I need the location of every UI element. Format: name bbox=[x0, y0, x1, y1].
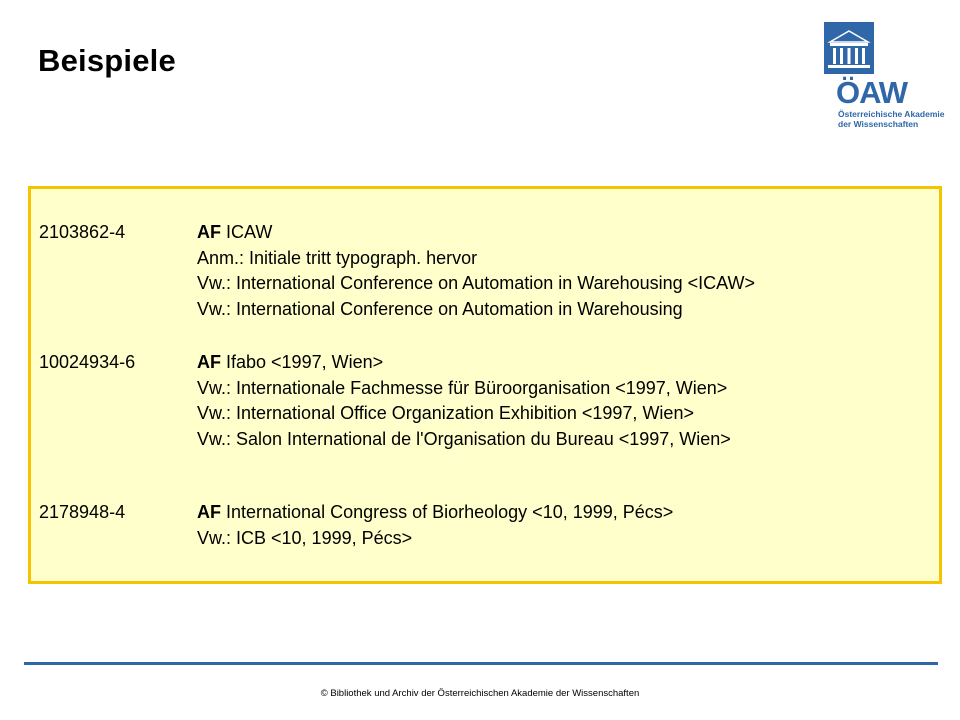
record-lines bbox=[197, 500, 937, 551]
building-icon bbox=[824, 22, 874, 74]
record-line: Vw.: Internationale Fachmesse für Büroorganisation <1997, Wien> bbox=[197, 377, 728, 398]
af-value: International Congress of Biorheology <10, 1999, Pécs> bbox=[221, 502, 674, 522]
logo-subtitle-line1: Österreichische Akademie bbox=[838, 109, 945, 119]
logo-subtitle bbox=[838, 109, 944, 129]
record-lines bbox=[197, 220, 937, 322]
record-line: Vw.: Salon International de l'Organisation du Bureau <1997, Wien> bbox=[197, 428, 731, 449]
footer-copyright: © Bibliothek und Archiv der Österreichischen Akademie der Wissenschaften bbox=[320, 688, 640, 699]
af-value: ICAW bbox=[221, 222, 273, 242]
logo-subtitle-line2: der Wissenschaften bbox=[838, 119, 919, 129]
examples-box bbox=[28, 186, 942, 584]
record-id: 10024934-6 bbox=[39, 352, 136, 372]
logo-wordmark: ÖAW bbox=[836, 75, 908, 110]
af-value: Ifabo <1997, Wien> bbox=[221, 352, 384, 372]
record-lines bbox=[197, 350, 937, 452]
record-line: Vw.: International Office Organization Exhibition <1997, Wien> bbox=[197, 403, 694, 423]
af-label: AF bbox=[197, 352, 221, 372]
record-id: 2103862-4 bbox=[39, 222, 126, 242]
record-line: Vw.: ICB <10, 1999, Pécs> bbox=[197, 527, 413, 548]
record-id: 2178948-4 bbox=[39, 502, 126, 522]
record-line: Anm.: Initiale tritt typograph. hervor bbox=[197, 247, 478, 268]
record-af-line bbox=[197, 220, 937, 246]
record-af-line bbox=[197, 500, 937, 526]
af-label: AF bbox=[197, 222, 221, 242]
record-line: Vw.: International Conference on Automation in Warehousing bbox=[197, 298, 683, 319]
page-title: Beispiele bbox=[38, 43, 176, 78]
footer-divider bbox=[24, 662, 938, 665]
record-af-line bbox=[197, 350, 937, 376]
af-label: AF bbox=[197, 502, 221, 522]
record-line: Vw.: International Conference on Automation in Warehousing <ICAW> bbox=[197, 273, 755, 293]
oeaw-logo bbox=[824, 22, 945, 129]
